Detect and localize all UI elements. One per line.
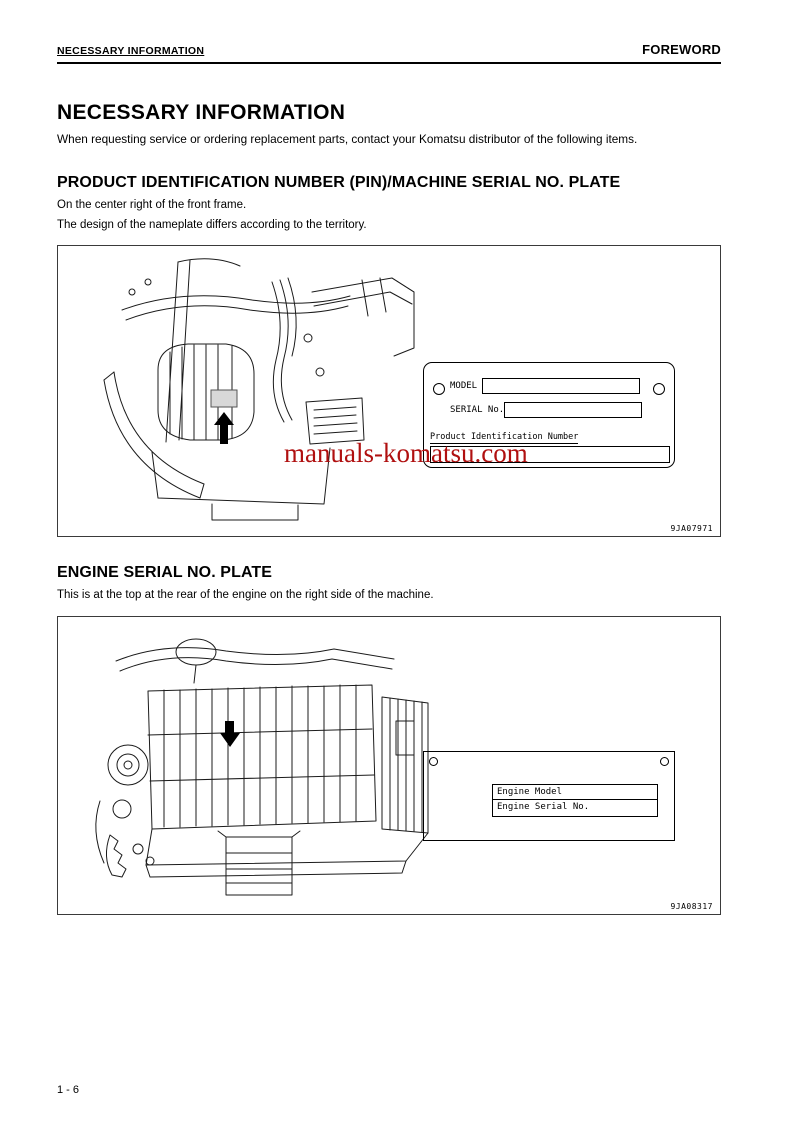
intro-text: When requesting service or ordering replacement parts, contact your Komatsu distributor of the following items. <box>57 132 638 146</box>
pin-plate-figure <box>57 245 721 537</box>
section-heading-pin: PRODUCT IDENTIFICATION NUMBER (PIN)/MACHINE SERIAL NO. PLATE <box>57 173 621 191</box>
engine-serial-box: Engine Serial No. <box>492 799 658 817</box>
page-number: 1 - 6 <box>57 1084 80 1096</box>
pin-location-text: On the center right of the front frame. <box>57 198 247 211</box>
figure-code: 9JA07971 <box>670 524 713 534</box>
front-frame-drawing <box>62 252 462 528</box>
engine-model-box: Engine Model <box>492 784 658 802</box>
bolt-hole-icon <box>433 383 445 395</box>
serial-value-box <box>504 402 642 418</box>
bolt-hole-icon <box>653 383 665 395</box>
serial-label: SERIAL No. <box>450 405 505 416</box>
engine-plate-figure <box>57 616 721 915</box>
pin-label: Product Identification Number <box>430 432 579 443</box>
section-heading-engine: ENGINE SERIAL NO. PLATE <box>57 564 273 582</box>
plate-location-marker <box>211 390 237 407</box>
bolt-hole-icon <box>429 757 438 766</box>
engine-location-text: This is at the top at the rear of the engine on the right side of the machine. <box>57 589 434 602</box>
bolt-hole-icon <box>660 757 669 766</box>
header-section-label: NECESSARY INFORMATION <box>57 45 205 57</box>
page-title: NECESSARY INFORMATION <box>57 101 346 124</box>
engine-serial-plate <box>423 751 675 841</box>
header-chapter-label: FOREWORD <box>642 42 721 57</box>
location-arrow-icon <box>220 721 240 747</box>
page-content <box>57 0 721 915</box>
watermark-text: manuals-komatsu.com <box>284 438 528 469</box>
pin-note-text: The design of the nameplate differs according to the territory. <box>57 219 367 232</box>
figure-code: 9JA08317 <box>670 901 713 911</box>
model-value-box <box>482 378 640 394</box>
model-label: MODEL <box>450 381 478 392</box>
running-header <box>57 0 721 64</box>
engine-drawing <box>76 625 466 907</box>
